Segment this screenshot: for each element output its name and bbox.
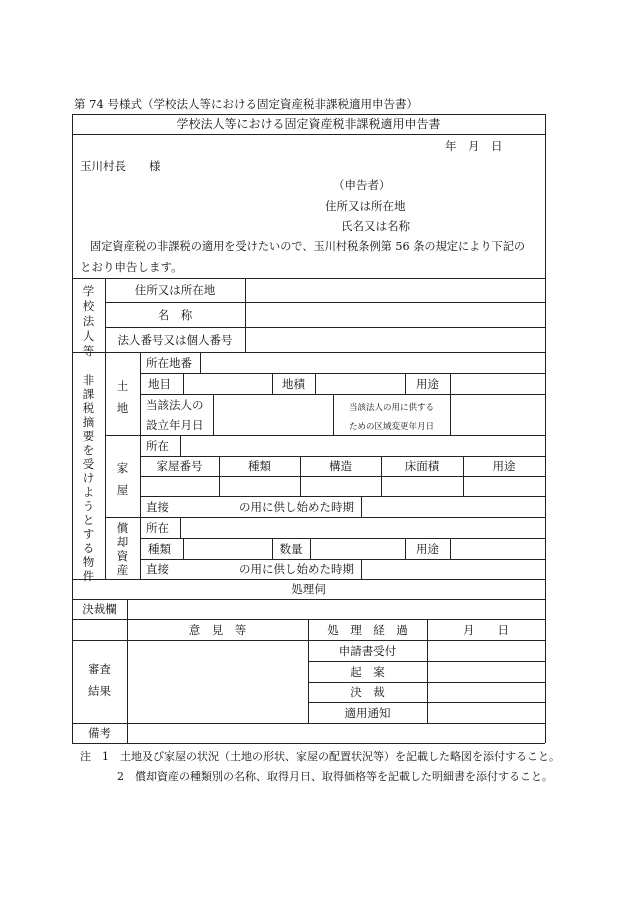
processing-title: 処理伺	[291, 582, 326, 596]
approval-label: 決 裁	[350, 685, 385, 699]
house-label: 家 屋	[116, 461, 129, 497]
receipt-label: 申請書受付	[338, 644, 397, 658]
house-use-label: 用途	[492, 459, 516, 473]
depreciable-use-label: 用途	[416, 542, 439, 556]
corp-side-label: 学 校 法 人 等	[82, 284, 95, 358]
land-label: 土 地	[116, 379, 129, 415]
house-start-label: の用に供し始めた時期	[239, 500, 354, 514]
decision-label: 決裁欄	[82, 602, 117, 616]
opinion-label: 意 見 等	[188, 623, 247, 637]
review-label-2: 結果	[88, 684, 111, 698]
depreciable-location-label: 所在	[146, 521, 169, 535]
date-field: 年 月 日	[445, 139, 503, 153]
applicant-address-label: 住所又は所在地	[325, 199, 406, 213]
statement-line2: とおり申告します。	[80, 260, 183, 274]
form-caption: 第 74 号様式（学校法人等における固定資産税非課税適用申告書）	[74, 97, 418, 111]
land-location-label: 所在地番	[146, 356, 192, 370]
addressee: 玉川村長 様	[80, 159, 161, 173]
review-label-1: 審査	[88, 662, 111, 676]
land-change-1: 当該法人の用に供する	[348, 403, 434, 413]
house-floor-area-label: 床面積	[404, 459, 440, 473]
form-title: 学校法人等における固定資産税非課税適用申告書	[176, 117, 441, 131]
land-area-label: 地積	[282, 377, 305, 391]
corp-number-label: 法人番号又は個人番号	[117, 333, 233, 347]
property-side-label: 非 課 税 摘 要 を 受 け よ う と す る 物 件	[82, 373, 95, 583]
depreciable-label: 償 却 資 産	[116, 521, 129, 577]
statement-line1: 固定資産税の非課税の適用を受けたいので、玉川村税条例第 56 条の規定により下記の	[90, 240, 526, 253]
notice-label: 適用通知	[344, 706, 391, 720]
land-chimoku-label: 地目	[148, 377, 171, 391]
depreciable-start-label: の用に供し始めた時期	[239, 562, 354, 576]
note-1: 注 1 土地及び家屋の状況（土地の形状、家屋の配置状況等）を記載した略図を添付すること。	[80, 750, 560, 763]
house-direct-label: 直接	[146, 500, 169, 514]
applicant-name-label: 氏名又は名称	[341, 219, 410, 233]
note-2: 2 償却資産の種類別の名称、取得月日、取得価格等を記載した明細書を添付すること。	[117, 770, 553, 783]
draft-label: 起 案	[350, 665, 385, 679]
corp-name-label: 名 称	[157, 308, 193, 322]
corp-address-label: 住所又は所在地	[134, 283, 216, 297]
applicant-label: （申告者）	[333, 178, 391, 192]
month-day-label: 月 日	[463, 623, 509, 637]
depreciable-kind-label: 種類	[148, 542, 171, 556]
land-use-label: 用途	[416, 377, 439, 391]
land-est-date-2: 設立年月日	[146, 418, 204, 432]
depreciable-quantity-label: 数量	[279, 542, 303, 556]
land-change-2: ための区域変更年月日	[348, 422, 434, 432]
process-label: 処 理 経 過	[327, 623, 408, 637]
land-est-date-1: 当該法人の	[146, 398, 204, 412]
remarks-label: 備考	[88, 726, 111, 740]
house-kind-label: 種類	[248, 459, 271, 473]
house-location-label: 所在	[146, 439, 169, 453]
house-number-label: 家屋番号	[156, 459, 203, 473]
house-structure-label: 構造	[329, 459, 352, 473]
depreciable-direct-label: 直接	[146, 562, 169, 576]
